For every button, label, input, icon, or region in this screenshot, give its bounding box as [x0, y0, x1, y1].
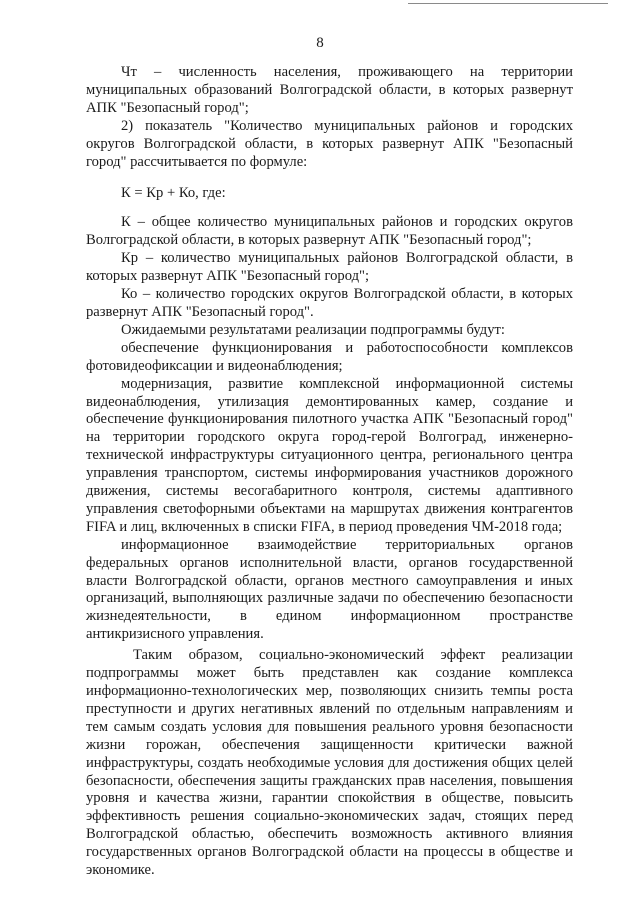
paragraph-result-modernization: модернизация, развитие комплексной информационной системы видеонаблюдения, утилизация демонтированных камер, создание и обеспечение функционирования пилотного участка АПК "Безопасный город" на территории городского округа город-герой Волгоград, инженерно-технической инфраструктуры ситуационного центра, регионального центра управления транспортом, системы информирования участников дорожного движения, системы весогабаритного контроля, системы адаптивного управления светофорными объектами на маршрутах движения контрагентов FIFA и лиц, включенных в списки FIFA, в период проведения ЧМ-2018 года; [86, 375, 573, 535]
paragraph-ko-definition: Ко – количество городских округов Волгоградской области, в которых развернут АПК "Безопасный город". [86, 286, 573, 320]
paragraph-conclusion: Таким образом, социально-экономический эффект реализации подпрограммы может быть представлен как создание комплекса информационно-технологических мер, позволяющих снизить темпы роста преступности и других негативных явлений по отдельным направлениям и тем самым создать условия для повышения реального уровня безопасности жизни горожан, обеспечения защищенности критически важной инфраструктуры, создать необходимые условия для достижения общих целей безопасности, обеспечения защиты гражданских прав населения, повышения уровня и качества жизни, гарантии спокойствия в обществе, повысить эффективность решения социально-экономических задач, стоящих перед Волгоградской областью, обеспечить возможность активного влияния государственных органов Волгоградской области на процессы в обществе и экономике. [86, 647, 573, 879]
paragraph-kr-definition: Кр – количество муниципальных районов Волгоградской области, в которых развернут АПК "Безопасный город"; [86, 250, 573, 285]
paragraph-k-definition: К – общее количество муниципальных районов и городских округов Волгоградской области, в которых развернут АПК "Безопасный город"; [86, 214, 573, 249]
paragraph-expected-results: Ожидаемыми результатами реализации подпрограммы будут: [121, 321, 505, 338]
top-divider-line [408, 3, 608, 4]
document-body [86, 64, 573, 880]
paragraph-population-definition: Чт – численность населения, проживающего на территории муниципальных образований Волгоградской области, в которых развернут АПК "Безопасный город"; [86, 64, 573, 116]
paragraph-result-interaction: информационное взаимодействие территориальных органов федеральных органов исполнительной власти, органов государственной власти Волгоградской области, органов местного самоуправления и иных организаций, выполняющих различные задачи по обеспечению безопасности жизнедеятельности, в едином информационном пространстве антикризисного управления. [86, 536, 573, 643]
paragraph-result-functioning: обеспечение функционирования и работоспособности комплексов фотовидеофиксации и видеонаблюдения; [86, 339, 573, 374]
formula: К = Кр + Ко, где: [121, 185, 226, 202]
page-number: 8 [316, 35, 324, 51]
paragraph-indicator-2: 2) показатель "Количество муниципальных районов и городских округов Волгоградской области, в которых развернут АПК "Безопасный город" рассчитывается по формуле: [86, 117, 573, 170]
